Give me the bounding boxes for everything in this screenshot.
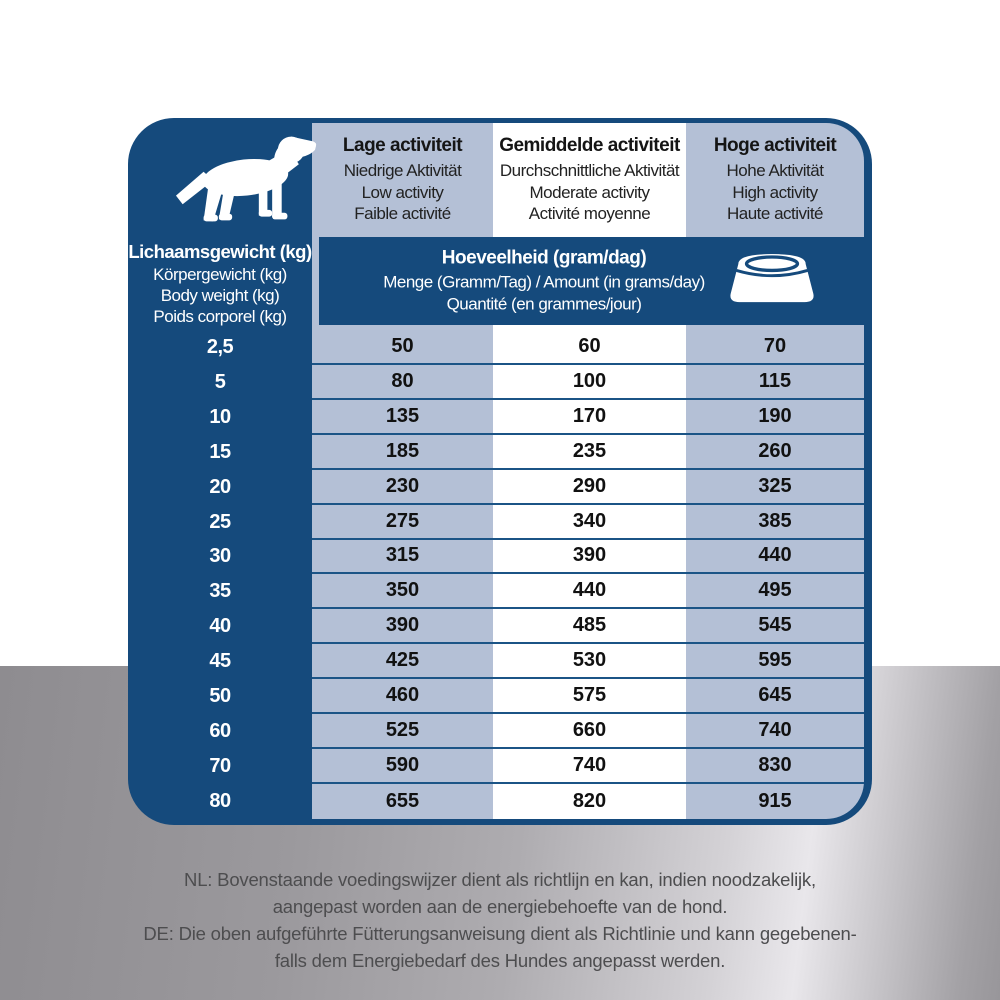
table-row — [128, 574, 864, 609]
amount-subtitle: Menge (Gramm/Tag) / Amount (in grams/day) — [383, 272, 705, 292]
row-values — [312, 574, 864, 609]
amount-title: Hoeveelheid (gram/dag) — [441, 247, 647, 269]
low-activity-value: 425 — [385, 649, 420, 672]
table-row — [128, 714, 864, 749]
column-header-high-activity — [686, 134, 864, 225]
high-activity-value: 70 — [763, 334, 787, 357]
column-subtitle: Durchschnittliche Aktivität — [499, 161, 680, 180]
table-row — [128, 435, 864, 470]
footer-line-nl: aangepast worden aan de energiebehoefte van de hond. — [272, 896, 728, 917]
weight-cell: 50 — [209, 685, 231, 708]
table-row — [128, 784, 864, 819]
body-weight-title: Lichaamsgewicht (kg) — [128, 241, 312, 262]
row-values — [312, 400, 864, 435]
moderate-activity-value: 60 — [578, 334, 601, 357]
low-activity-value: 590 — [385, 754, 420, 777]
footer-line-nl: NL: Bovenstaande voedingswijzer dient als richtlijn en kan, indien noodzakelijk, — [184, 869, 816, 890]
weight-cell: 70 — [209, 755, 231, 778]
table-row — [128, 505, 864, 540]
row-values — [312, 644, 864, 679]
food-bowl-icon — [724, 251, 820, 311]
column-title: Lage activiteit — [342, 135, 463, 156]
weight-cell: 40 — [209, 615, 231, 638]
high-activity-value: 915 — [758, 789, 792, 812]
moderate-activity-value: 485 — [572, 614, 607, 637]
row-values — [312, 714, 864, 749]
low-activity-value: 230 — [385, 474, 420, 497]
weight-cell: 2,5 — [206, 335, 234, 358]
row-values — [312, 505, 864, 540]
footer-line-de: falls dem Energiebedarf des Hundes angepasst werden. — [274, 950, 726, 971]
table-row — [128, 679, 864, 714]
moderate-activity-value: 740 — [572, 754, 607, 777]
amount-subtitle: Quantité (en grammes/jour) — [446, 294, 642, 314]
dog-icon — [168, 128, 323, 228]
low-activity-value: 275 — [385, 509, 420, 532]
table-row — [128, 470, 864, 505]
body-weight-subtitle: Poids corporel (kg) — [153, 307, 287, 326]
weight-cell: 25 — [209, 510, 231, 533]
feeding-guide-card — [128, 118, 872, 825]
table-row — [128, 749, 864, 784]
column-subtitle: Haute activité — [727, 204, 823, 223]
footer-line-de: DE: Die oben aufgeführte Fütterungsanweisung dient als Richtlinie und kann gegebenen- — [143, 923, 857, 944]
table-row — [128, 365, 864, 400]
weight-cell: 20 — [209, 475, 231, 498]
weight-cell: 60 — [209, 720, 231, 743]
low-activity-value: 80 — [391, 369, 414, 392]
weight-cell: 15 — [209, 440, 231, 463]
high-activity-value: 595 — [758, 649, 792, 672]
high-activity-value: 260 — [758, 439, 792, 462]
footer-disclaimer — [0, 866, 1000, 974]
column-subtitle: Hohe Aktivität — [726, 161, 824, 180]
low-activity-value: 315 — [385, 544, 420, 567]
moderate-activity-value: 390 — [572, 544, 607, 567]
moderate-activity-value: 530 — [572, 649, 607, 672]
column-title: Gemiddelde activiteit — [499, 135, 680, 156]
low-activity-value: 185 — [385, 439, 420, 462]
high-activity-value: 830 — [758, 754, 792, 777]
moderate-activity-value: 340 — [572, 509, 607, 532]
high-activity-value: 740 — [758, 719, 792, 742]
moderate-activity-value: 100 — [572, 369, 607, 392]
low-activity-value: 655 — [385, 789, 420, 812]
column-header-moderate-activity — [493, 134, 686, 225]
table-row — [128, 400, 864, 435]
row-values — [312, 749, 864, 784]
row-values — [312, 365, 864, 400]
table-row — [128, 609, 864, 644]
weight-cell: 35 — [209, 580, 231, 603]
row-values — [312, 330, 864, 365]
body-weight-subtitle: Körpergewicht (kg) — [153, 265, 287, 284]
moderate-activity-value: 170 — [572, 404, 607, 427]
column-title: Hoge activiteit — [713, 135, 837, 156]
high-activity-value: 645 — [758, 684, 792, 707]
high-activity-value: 190 — [758, 404, 792, 427]
column-subtitle: Moderate activity — [529, 182, 650, 202]
low-activity-value: 460 — [385, 684, 420, 707]
high-activity-value: 440 — [758, 544, 792, 567]
weight-cell: 80 — [209, 789, 231, 812]
column-subtitle: Faible activité — [354, 204, 451, 223]
weight-cell: 45 — [209, 650, 231, 673]
row-values — [312, 609, 864, 644]
amount-header-band — [319, 237, 872, 325]
column-subtitle: High activity — [732, 182, 818, 202]
body-weight-subtitle: Body weight (kg) — [160, 286, 280, 305]
table-row — [128, 540, 864, 575]
moderate-activity-value: 290 — [572, 474, 607, 497]
column-header-low-activity — [312, 134, 493, 225]
amount-header-text — [319, 247, 769, 316]
high-activity-value: 115 — [758, 369, 792, 392]
row-values — [312, 540, 864, 575]
high-activity-value: 545 — [758, 614, 792, 637]
low-activity-value: 525 — [385, 719, 420, 742]
moderate-activity-value: 235 — [572, 439, 607, 462]
moderate-activity-value: 575 — [572, 684, 607, 707]
row-values — [312, 470, 864, 505]
low-activity-value: 350 — [385, 579, 420, 602]
feeding-table — [128, 330, 864, 819]
low-activity-value: 390 — [385, 614, 420, 637]
moderate-activity-value: 820 — [572, 789, 607, 812]
row-values — [312, 435, 864, 470]
row-values — [312, 679, 864, 714]
weight-cell: 10 — [209, 405, 231, 428]
low-activity-value: 50 — [391, 334, 414, 357]
table-row — [128, 330, 864, 365]
moderate-activity-value: 440 — [572, 579, 607, 602]
column-subtitle: Low activity — [361, 182, 444, 202]
high-activity-value: 495 — [758, 579, 792, 602]
column-subtitle: Activité moyenne — [528, 204, 651, 223]
table-row — [128, 644, 864, 679]
high-activity-value: 325 — [758, 474, 792, 497]
weight-cell: 30 — [209, 545, 231, 568]
body-weight-header — [128, 240, 312, 327]
weight-cell: 5 — [214, 370, 226, 393]
moderate-activity-value: 660 — [572, 719, 607, 742]
low-activity-value: 135 — [385, 404, 420, 427]
row-values — [312, 784, 864, 819]
column-subtitle: Niedrige Aktivität — [343, 161, 462, 180]
high-activity-value: 385 — [758, 509, 792, 532]
